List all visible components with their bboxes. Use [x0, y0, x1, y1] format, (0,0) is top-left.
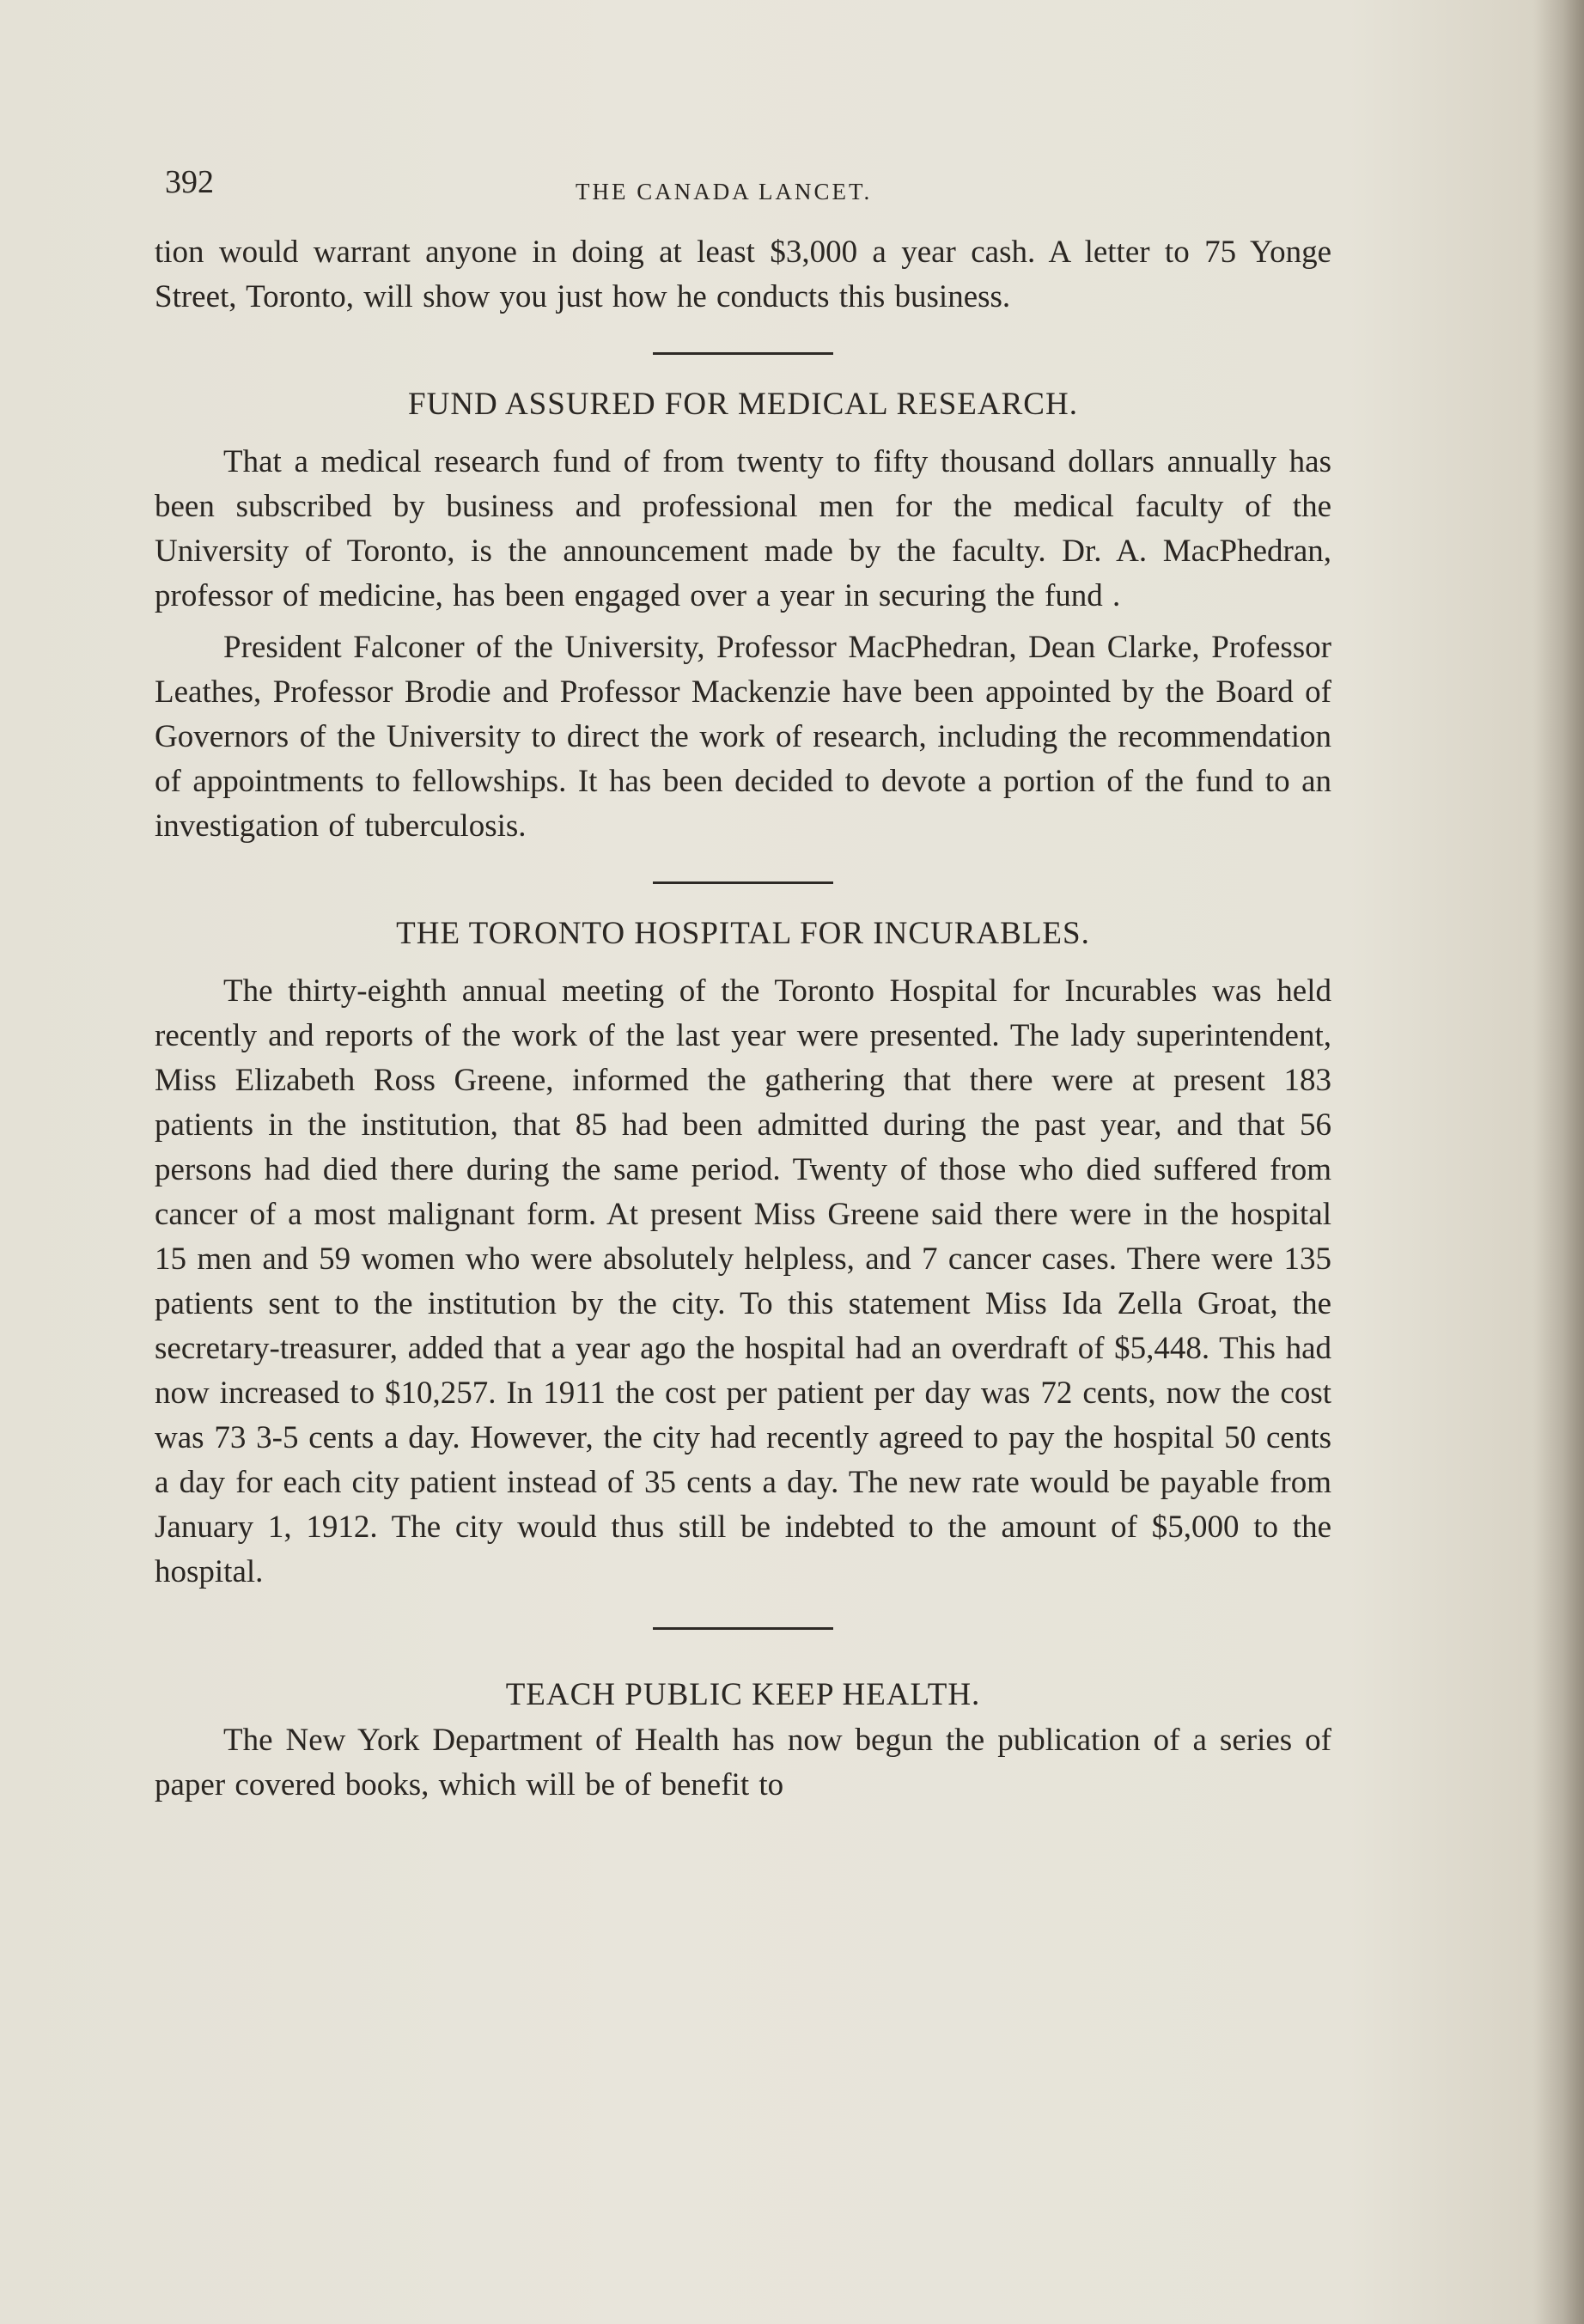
- running-head: [155, 163, 1331, 215]
- section-divider: [653, 1627, 833, 1630]
- medical-research-paragraph-2: President Falconer of the University, Professor MacPhedran, Dean Clarke, Professor Leathes, Professor Brodie and Professor Mackenzie have been appointed by the Board of Governors of the University to direct the work of research, including the recommendation of appointments to fellowships. It has been decided to devote a portion of the fund to an investigation of tuberculosis.: [155, 630, 1331, 844]
- medical-research-paragraph-1: That a medical research fund of from twenty to fifty thousand dollars annually has been subscribed by business and professional men for the medical faculty of the University of Toronto, is the announcement made by the faculty. Dr. A. MacPhedran, professor of medicine, has been engaged over a year in securing the fund .: [155, 444, 1331, 613]
- page-content: [155, 163, 1331, 1808]
- section-heading-public-health: TEACH PUBLIC KEEP HEALTH.: [505, 1677, 981, 1712]
- opening-paragraph: tion would warrant anyone in doing at least $3,000 a year cash. A letter to 75 Yonge Street, Toronto, will show you just how he conducts this business.: [155, 235, 1331, 314]
- hospital-incurables-paragraph: The thirty-eighth annual meeting of the Toronto Hospital for Incurables was held recently and reports of the work of the last year were presented. The lady superintendent, Miss Elizabeth Ross Greene, informed the gathering that there were at present 183 patients in the institution, that 85 had been admitted during the past year, and that 56 persons had died there during the same period. Twenty of those who died suffered from cancer of a most malignant form. At present Miss Greene said there were in the hospital 15 men and 59 women who were absolutely helpless, and 7 cancer cases. There were 135 patients sent to the institution by the city. To this statement Miss Ida Zella Groat, the secretary-treasurer, added that a year ago the hospital had an overdraft of $5,448. This had now increased to $10,257. In 1911 the cost per patient per day was 72 cents, now the cost was 73 3-5 cents a day. However, the city had recently agreed to pay the hospital 50 cents a day for each city patient instead of 35 cents a day. The new rate would be payable from January 1, 1912. The city would thus still be indebted to the amount of $5,000 to the hospital.: [155, 973, 1331, 1589]
- page-number: 392: [165, 164, 214, 200]
- section-divider: [653, 352, 833, 355]
- journal-title: THE CANADA LANCET.: [576, 179, 873, 204]
- section-heading-hospital-incurables: THE TORONTO HOSPITAL FOR INCURABLES.: [396, 916, 1090, 951]
- section-heading-medical-research: FUND ASSURED FOR MEDICAL RESEARCH.: [408, 387, 1078, 422]
- page-edge-shadow: [1532, 0, 1584, 2324]
- section-divider: [653, 881, 833, 884]
- public-health-paragraph: The New York Department of Health has now begun the publication of a series of paper covered books, which will be of benefit to: [155, 1723, 1331, 1802]
